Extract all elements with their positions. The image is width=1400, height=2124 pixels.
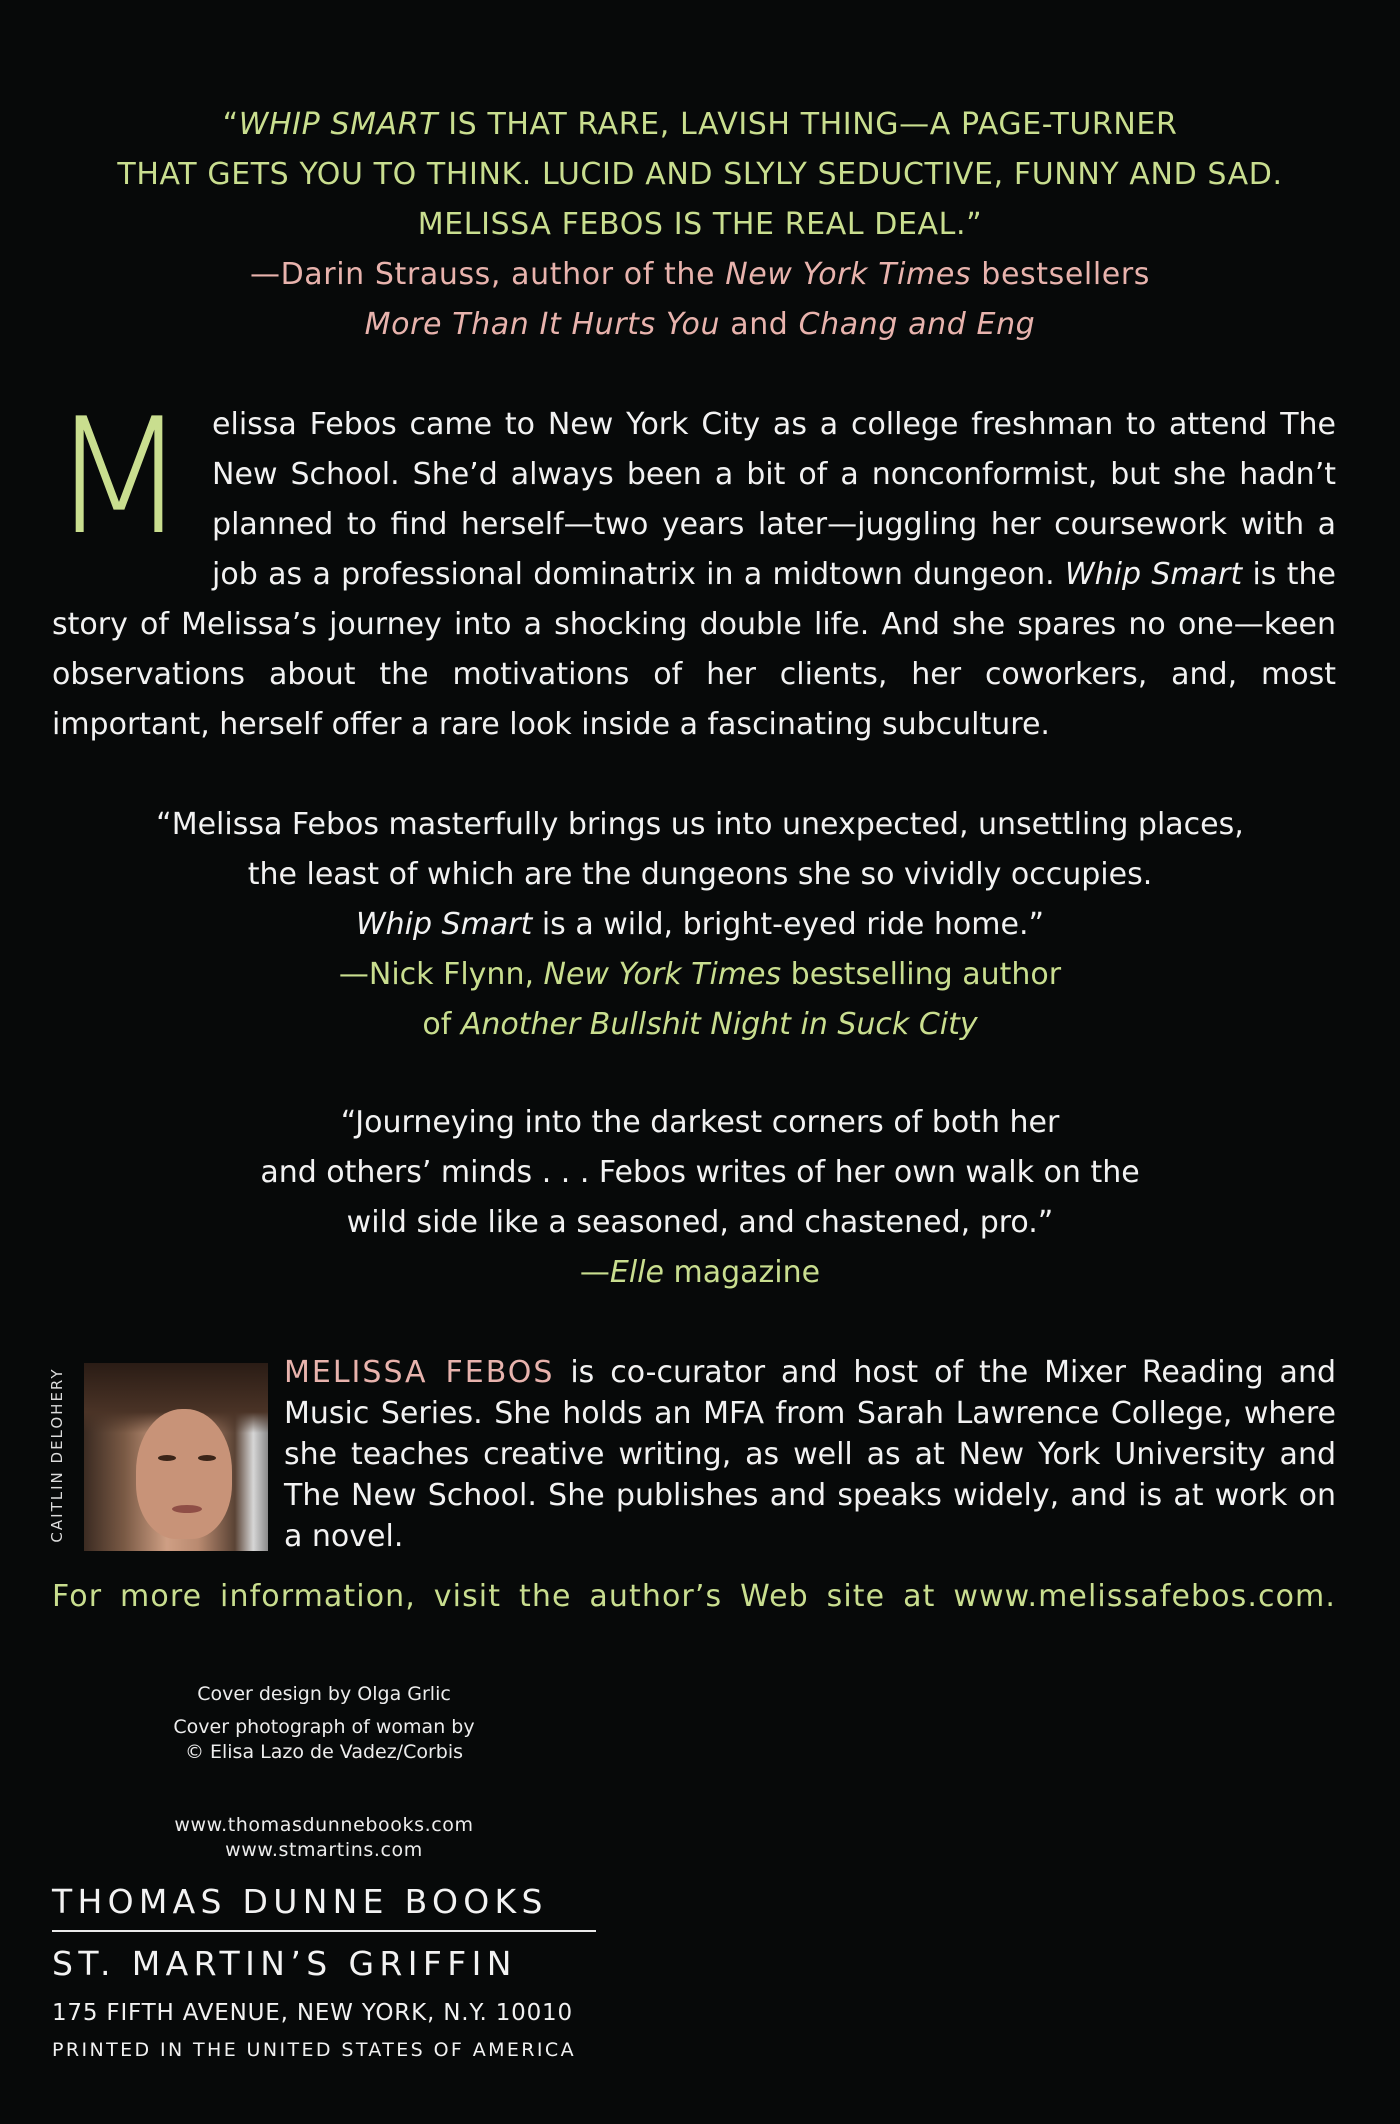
cover-design-credit: Cover design by Olga Grlic	[197, 1683, 451, 1705]
author-photo	[84, 1363, 268, 1551]
drop-cap: M	[50, 383, 189, 570]
cover-credits: Cover design by Olga Grlic Cover photograph of woman by © Elisa Lazo de Vadez/Corbis	[52, 1682, 596, 1765]
url-stmartins: www.stmartins.com	[225, 1839, 423, 1861]
quote-nick-flynn: “Melissa Febos masterfully brings us into unexpected, unsettling places, the least of which are the dungeons she so vividly occupies. Whip Smart is a wild, bright-eyed ride home.” —Nick Flynn, New York Times bestselling author of Another Bullshit Night in Suck City	[0, 800, 1400, 1050]
top-quote-attribution: —Darin Strauss, author of the New York Times bestsellers	[250, 257, 1150, 292]
top-quote-line-2: THAT GETS YOU TO THINK. LUCID AND SLYLY SEDUCTIVE, FUNNY AND SAD.	[117, 157, 1283, 192]
printed-in-line: PRINTED IN THE UNITED STATES OF AMERICA	[52, 2039, 576, 2061]
author-website-line: For more information, visit the author’s Web site at www.melissafebos.com.	[52, 1579, 1336, 1614]
quote-attribution: —Elle magazine	[579, 1255, 821, 1290]
publisher-block	[52, 1880, 596, 2064]
publisher-urls	[52, 1813, 596, 1863]
top-quote-line-3: MELISSA FEBOS IS THE REAL DEAL.”	[417, 207, 983, 242]
top-quote-books: More Than It Hurts You and Chang and Eng	[364, 307, 1036, 342]
url-thomasdunne: www.thomasdunnebooks.com	[174, 1814, 474, 1836]
author-name: MELISSA FEBOS	[284, 1355, 555, 1390]
cover-photo-credit: Cover photograph of woman by	[173, 1716, 475, 1738]
publisher-address: 175 FIFTH AVENUE, NEW YORK, N.Y. 10010	[52, 2000, 573, 2026]
book-description: Melissa Febos came to New York City as a college freshman to attend The New School. She’d always been a bit of a nonconformist, but she hadn’t planned to find herself—two years later—juggling her coursework with a job as a professional dominatrix in a midtown dungeon. Whip Smart is the story of Melissa’s journey into a shocking double life. And she spares no one—keen observations about the motivations of her clients, her coworkers, and, most important, herself offer a rare look inside a fascinating subculture.	[50, 383, 1336, 742]
top-quote	[0, 100, 1400, 350]
author-bio: MELISSA FEBOS is co-curator and host of the Mixer Reading and Music Series. She holds an MFA from Sarah Lawrence College, where she teaches creative writing, as well as at New York University and The New School. She publishes and speaks widely, and is at work on a novel.	[284, 1355, 1336, 1554]
imprint-thomas-dunne: THOMAS DUNNE BOOKS	[52, 1880, 596, 1932]
photo-credit: CAITLIN DELOHERY	[48, 1367, 66, 1543]
top-quote-title: WHIP SMART	[238, 107, 439, 142]
quote-attribution: —Nick Flynn, New York Times bestselling author	[338, 957, 1062, 992]
imprint-st-martins: ST. MARTIN’S GRIFFIN	[52, 1944, 517, 1983]
top-quote-line-1: “WHIP SMART IS THAT RARE, LAVISH THING—A PAGE-TURNER	[222, 107, 1178, 142]
quote-elle: “Journeying into the darkest corners of both her and others’ minds . . . Febos writes of her own walk on the wild side like a seasoned, and chastened, pro.” —Elle magazine	[0, 1098, 1400, 1298]
book-title: Whip Smart	[1064, 557, 1243, 592]
